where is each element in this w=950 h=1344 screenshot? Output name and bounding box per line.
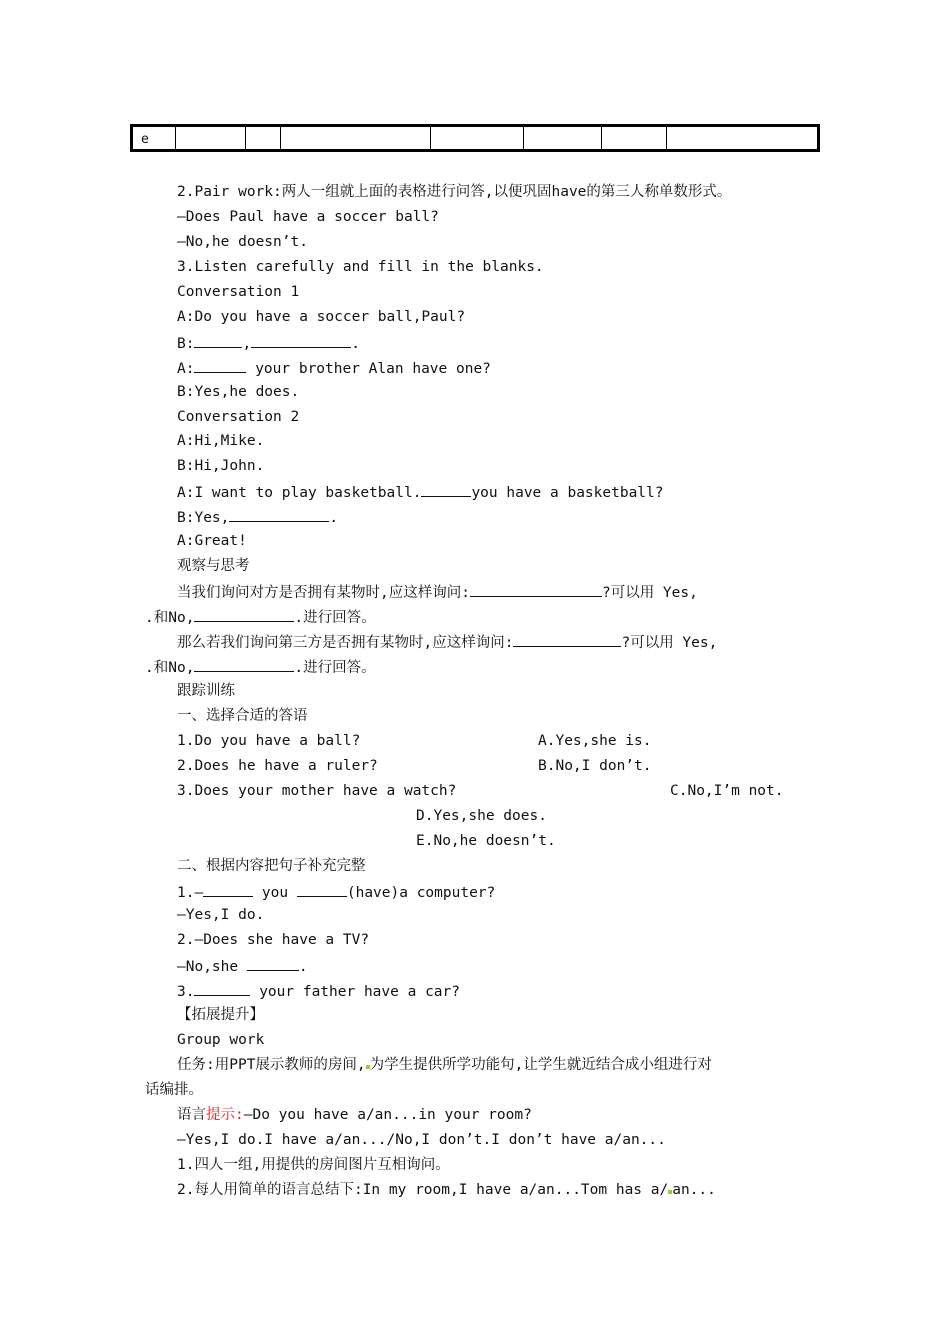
- dialog-line: B:Yes, .: [177, 507, 338, 527]
- exercise-question: 2.Does he have a ruler?: [177, 758, 378, 774]
- answer-option: A.Yes,she is.: [538, 733, 652, 749]
- dialog-line: B:Yes,he does.: [177, 384, 300, 400]
- exercise-heading: 一、选择合适的答语: [177, 708, 308, 724]
- dialog-line: A: your brother Alan have one?: [177, 358, 491, 378]
- question-text: .和No, .进行回答。: [145, 607, 376, 627]
- answer-option: B.No,I don’t.: [538, 758, 652, 774]
- dialog-line: B: , .: [177, 333, 360, 353]
- exercise-heading: 二、根据内容把句子补充完整: [177, 858, 366, 874]
- dialog-line: A:Do you have a soccer ball,Paul?: [177, 309, 466, 325]
- exercise-question: 1.— you (have)a computer?: [177, 882, 495, 902]
- exercise-question: 2.—Does she have a TV?: [177, 932, 370, 948]
- hint-text: 语言提示:—Do you have a/an...in your room?: [177, 1107, 532, 1123]
- dialog-line: A:Great!: [177, 533, 247, 549]
- activity-title: Group work: [177, 1032, 265, 1048]
- dialog-line: —Does Paul have a soccer ball?: [177, 209, 439, 225]
- answer-option: E.No,he doesn’t.: [416, 833, 556, 849]
- dialog-line: —No,he doesn’t.: [177, 234, 308, 250]
- table-cell-text: e: [141, 132, 149, 147]
- exercise-question: 3. your father have a car?: [177, 981, 460, 1001]
- dialog-line: A:I want to play basketball. you have a basketball?: [177, 482, 664, 502]
- task-text: 任务:用PPT展示教师的房间, 为学生提供所学功能句,让学生就近结合成小组进行对: [177, 1057, 712, 1073]
- dialog-line: B:Hi,John.: [177, 458, 265, 474]
- dialog-line: —Yes,I do.: [177, 907, 265, 923]
- listening-instruction: 3.Listen carefully and fill in the blanks.: [177, 259, 544, 275]
- exercise-question: 3.Does your mother have a watch?: [177, 783, 457, 799]
- answer-option: D.Yes,she does.: [416, 808, 547, 824]
- pair-work-instruction: 2.Pair work:两人一组就上面的表格进行问答,以便巩固have的第三人称单数形式。: [177, 184, 732, 200]
- section-heading: 【拓展提升】: [177, 1007, 264, 1023]
- dialog-line: —No,she .: [177, 956, 308, 976]
- conversation-title: Conversation 2: [177, 409, 300, 425]
- question-text: 那么若我们询问第三方是否拥有某物时,应这样询问: ?可以用 Yes,: [177, 632, 717, 652]
- dialog-line: —Yes,I do.I have a/an.../No,I don’t.I don’t have a/an...: [177, 1132, 666, 1148]
- dialog-line: A:Hi,Mike.: [177, 433, 265, 449]
- task-step: 1.四人一组,用提供的房间图片互相询问。: [177, 1157, 450, 1173]
- section-heading: 观察与思考: [177, 558, 250, 574]
- section-heading: 跟踪训练: [177, 683, 235, 699]
- task-step: 2.每人用简单的语言总结下:In my room,I have a/an...Tom has a/ an...: [177, 1182, 716, 1198]
- exercise-question: 1.Do you have a ball?: [177, 733, 361, 749]
- task-text: 话编排。: [145, 1082, 203, 1098]
- question-text: 当我们询问对方是否拥有某物时,应这样询问: ?可以用 Yes,: [177, 582, 698, 602]
- answer-option: C.No,I’m not.: [670, 783, 784, 799]
- conversation-title: Conversation 1: [177, 284, 300, 300]
- table-row: [130, 124, 820, 152]
- question-text: .和No, .进行回答。: [145, 657, 376, 677]
